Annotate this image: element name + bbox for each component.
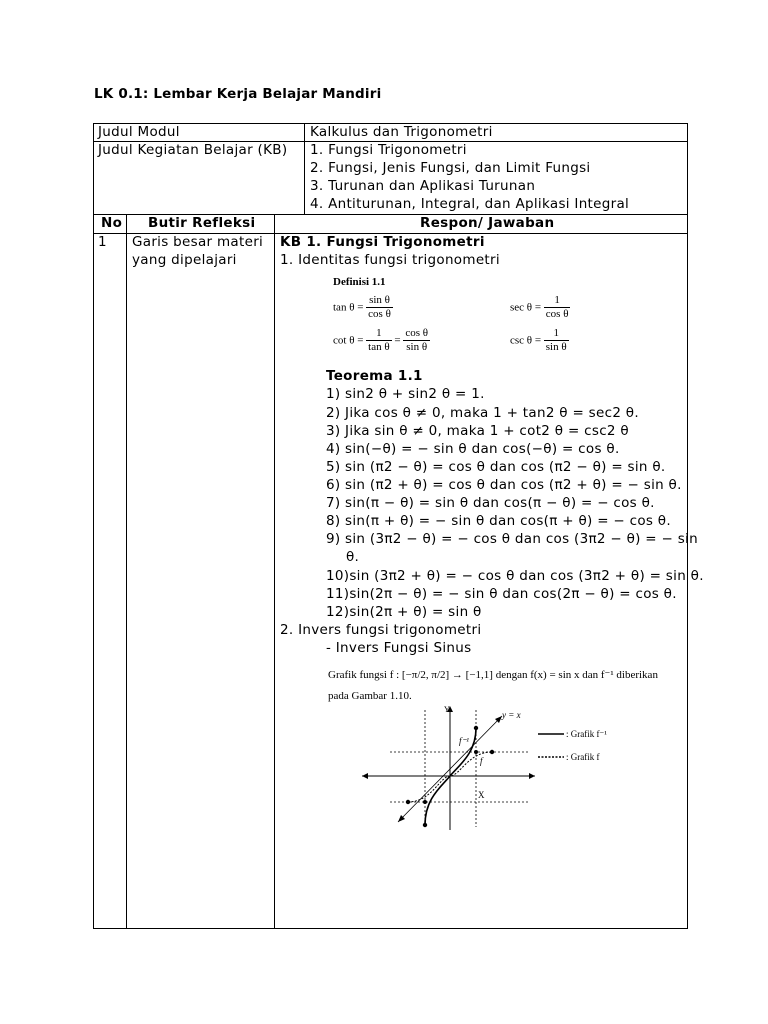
- kb-list-item: 3. Turunan dan Aplikasi Turunan: [310, 178, 536, 194]
- column-header-respon: Respon/ Jawaban: [420, 215, 555, 231]
- table-col-divider: [304, 123, 305, 215]
- f-inverse-label: f⁻¹: [459, 736, 469, 746]
- cot-fraction: [366, 327, 391, 354]
- inverse-sine-figure: [360, 702, 680, 832]
- intersection-dot: [423, 800, 427, 804]
- teorema-item: 4) sin(−θ) = − sin θ dan cos(−θ) = cos θ.: [326, 441, 620, 457]
- grafik-caption: Grafik fungsi f : [−π/2, π/2] → [−1,1] dengan f(x) = sin x dan f⁻¹ diberikan: [328, 669, 658, 681]
- teorema-item: 9) sin (3π2 − θ) = − cos θ dan cos (3π2 − θ) = − sin: [326, 531, 698, 547]
- sub-section-item: - Invers Fungsi Sinus: [326, 640, 472, 656]
- table-border-right: [687, 123, 688, 929]
- teorema-item: 11)sin(2π − θ) = − sin θ dan cos(2π − θ) = cos θ.: [326, 586, 677, 602]
- definisi-title: Definisi 1.1: [333, 276, 386, 288]
- teorema-item: 3) Jika sin θ ≠ 0, maka 1 + cot2 θ = csc2 θ: [326, 423, 629, 439]
- cot-lhs: cot θ =: [333, 334, 364, 347]
- definition-sec: [510, 294, 570, 321]
- definition-tan: [333, 294, 393, 321]
- csc-fraction: [544, 327, 569, 354]
- teorema-item-continuation: θ.: [346, 549, 360, 565]
- y-axis-label: Y: [444, 705, 450, 714]
- cot-equals: =: [394, 334, 401, 347]
- table-col-divider: [126, 214, 127, 929]
- legend-dotted-label: : Grafik f: [566, 752, 600, 762]
- x-axis-arrow-icon: [362, 773, 368, 779]
- csc-lhs: csc θ =: [510, 334, 542, 347]
- table-border-bottom: [93, 928, 688, 929]
- butir-refleksi-line: Garis besar materi: [132, 234, 264, 250]
- legend-solid-label: : Grafik f⁻¹: [566, 729, 607, 739]
- intersection-dot: [474, 750, 478, 754]
- endpoint-dot: [423, 823, 427, 827]
- x-axis-arrow-icon: [529, 773, 535, 779]
- fraction-denominator: cos θ: [368, 308, 391, 320]
- fraction-numerator: sin θ: [366, 294, 393, 308]
- endpoint-dot: [474, 726, 478, 730]
- kb-list-item: 2. Fungsi, Jenis Fungsi, dan Limit Fungsi: [310, 160, 591, 176]
- cot-fraction-2: [403, 327, 430, 354]
- table-col-divider: [274, 214, 275, 929]
- teorema-item: 12)sin(2π + θ) = sin θ: [326, 604, 482, 620]
- judul-modul-value: Kalkulus dan Trigonometri: [310, 124, 493, 140]
- teorema-item: 7) sin(π − θ) = sin θ dan cos(π − θ) = − cos θ.: [326, 495, 655, 511]
- teorema-item: 8) sin(π + θ) = − sin θ dan cos(π + θ) = − cos θ.: [326, 513, 671, 529]
- identity-line-label: y = x: [502, 710, 521, 720]
- teorema-item: 5) sin (π2 − θ) = cos θ dan cos (π2 − θ) = sin θ.: [326, 459, 666, 475]
- row-number: 1: [98, 234, 107, 250]
- kb-list-item: 1. Fungsi Trigonometri: [310, 142, 467, 158]
- fraction-numerator: 1: [544, 294, 571, 308]
- grafik-caption: pada Gambar 1.10.: [328, 690, 412, 702]
- fraction-numerator: 1: [544, 327, 569, 341]
- fraction-denominator: cos θ: [545, 308, 569, 320]
- section-item: 1. Identitas fungsi trigonometri: [280, 252, 500, 268]
- document-title: LK 0.1: Lembar Kerja Belajar Mandiri: [94, 86, 382, 102]
- definition-cot: [333, 327, 430, 354]
- butir-refleksi-line: yang dipelajari: [132, 252, 237, 268]
- f-label: f: [480, 756, 483, 766]
- fraction-numerator: cos θ: [405, 327, 429, 339]
- teorema-item: 1) sin2 θ + sin2 θ = 1.: [326, 386, 485, 402]
- endpoint-dot: [406, 800, 410, 804]
- fraction-denominator: sin θ: [545, 341, 567, 353]
- x-axis-label: X: [478, 790, 485, 800]
- teorema-item: 2) Jika cos θ ≠ 0, maka 1 + tan2 θ = sec2 θ.: [326, 405, 639, 421]
- teorema-title: Teorema 1.1: [326, 368, 423, 384]
- fraction-denominator: tan θ: [368, 341, 390, 353]
- judul-modul-label: Judul Modul: [98, 124, 180, 140]
- tan-lhs: tan θ =: [333, 301, 364, 314]
- fraction-numerator: 1: [366, 327, 391, 341]
- teorema-item: 10)sin (3π2 + θ) = − cos θ dan cos (3π2 + θ) = sin θ.: [326, 568, 704, 584]
- column-header-no: No: [101, 215, 123, 231]
- kb-heading: KB 1. Fungsi Trigonometri: [280, 234, 485, 250]
- fraction-denominator: sin θ: [406, 341, 428, 353]
- sec-lhs: sec θ =: [510, 301, 542, 314]
- sec-fraction: [544, 294, 571, 321]
- judul-kb-label: Judul Kegiatan Belajar (KB): [98, 142, 288, 158]
- definition-csc: [510, 327, 569, 354]
- table-border-left: [93, 123, 94, 929]
- endpoint-dot: [490, 750, 494, 754]
- tan-fraction: [366, 294, 393, 321]
- column-header-butir: Butir Refleksi: [148, 215, 256, 231]
- kb-list-item: 4. Antiturunan, Integral, dan Aplikasi Integral: [310, 196, 630, 212]
- section-item: 2. Invers fungsi trigonometri: [280, 622, 482, 638]
- teorema-item: 6) sin (π2 + θ) = cos θ dan cos (π2 + θ) = − sin θ.: [326, 477, 682, 493]
